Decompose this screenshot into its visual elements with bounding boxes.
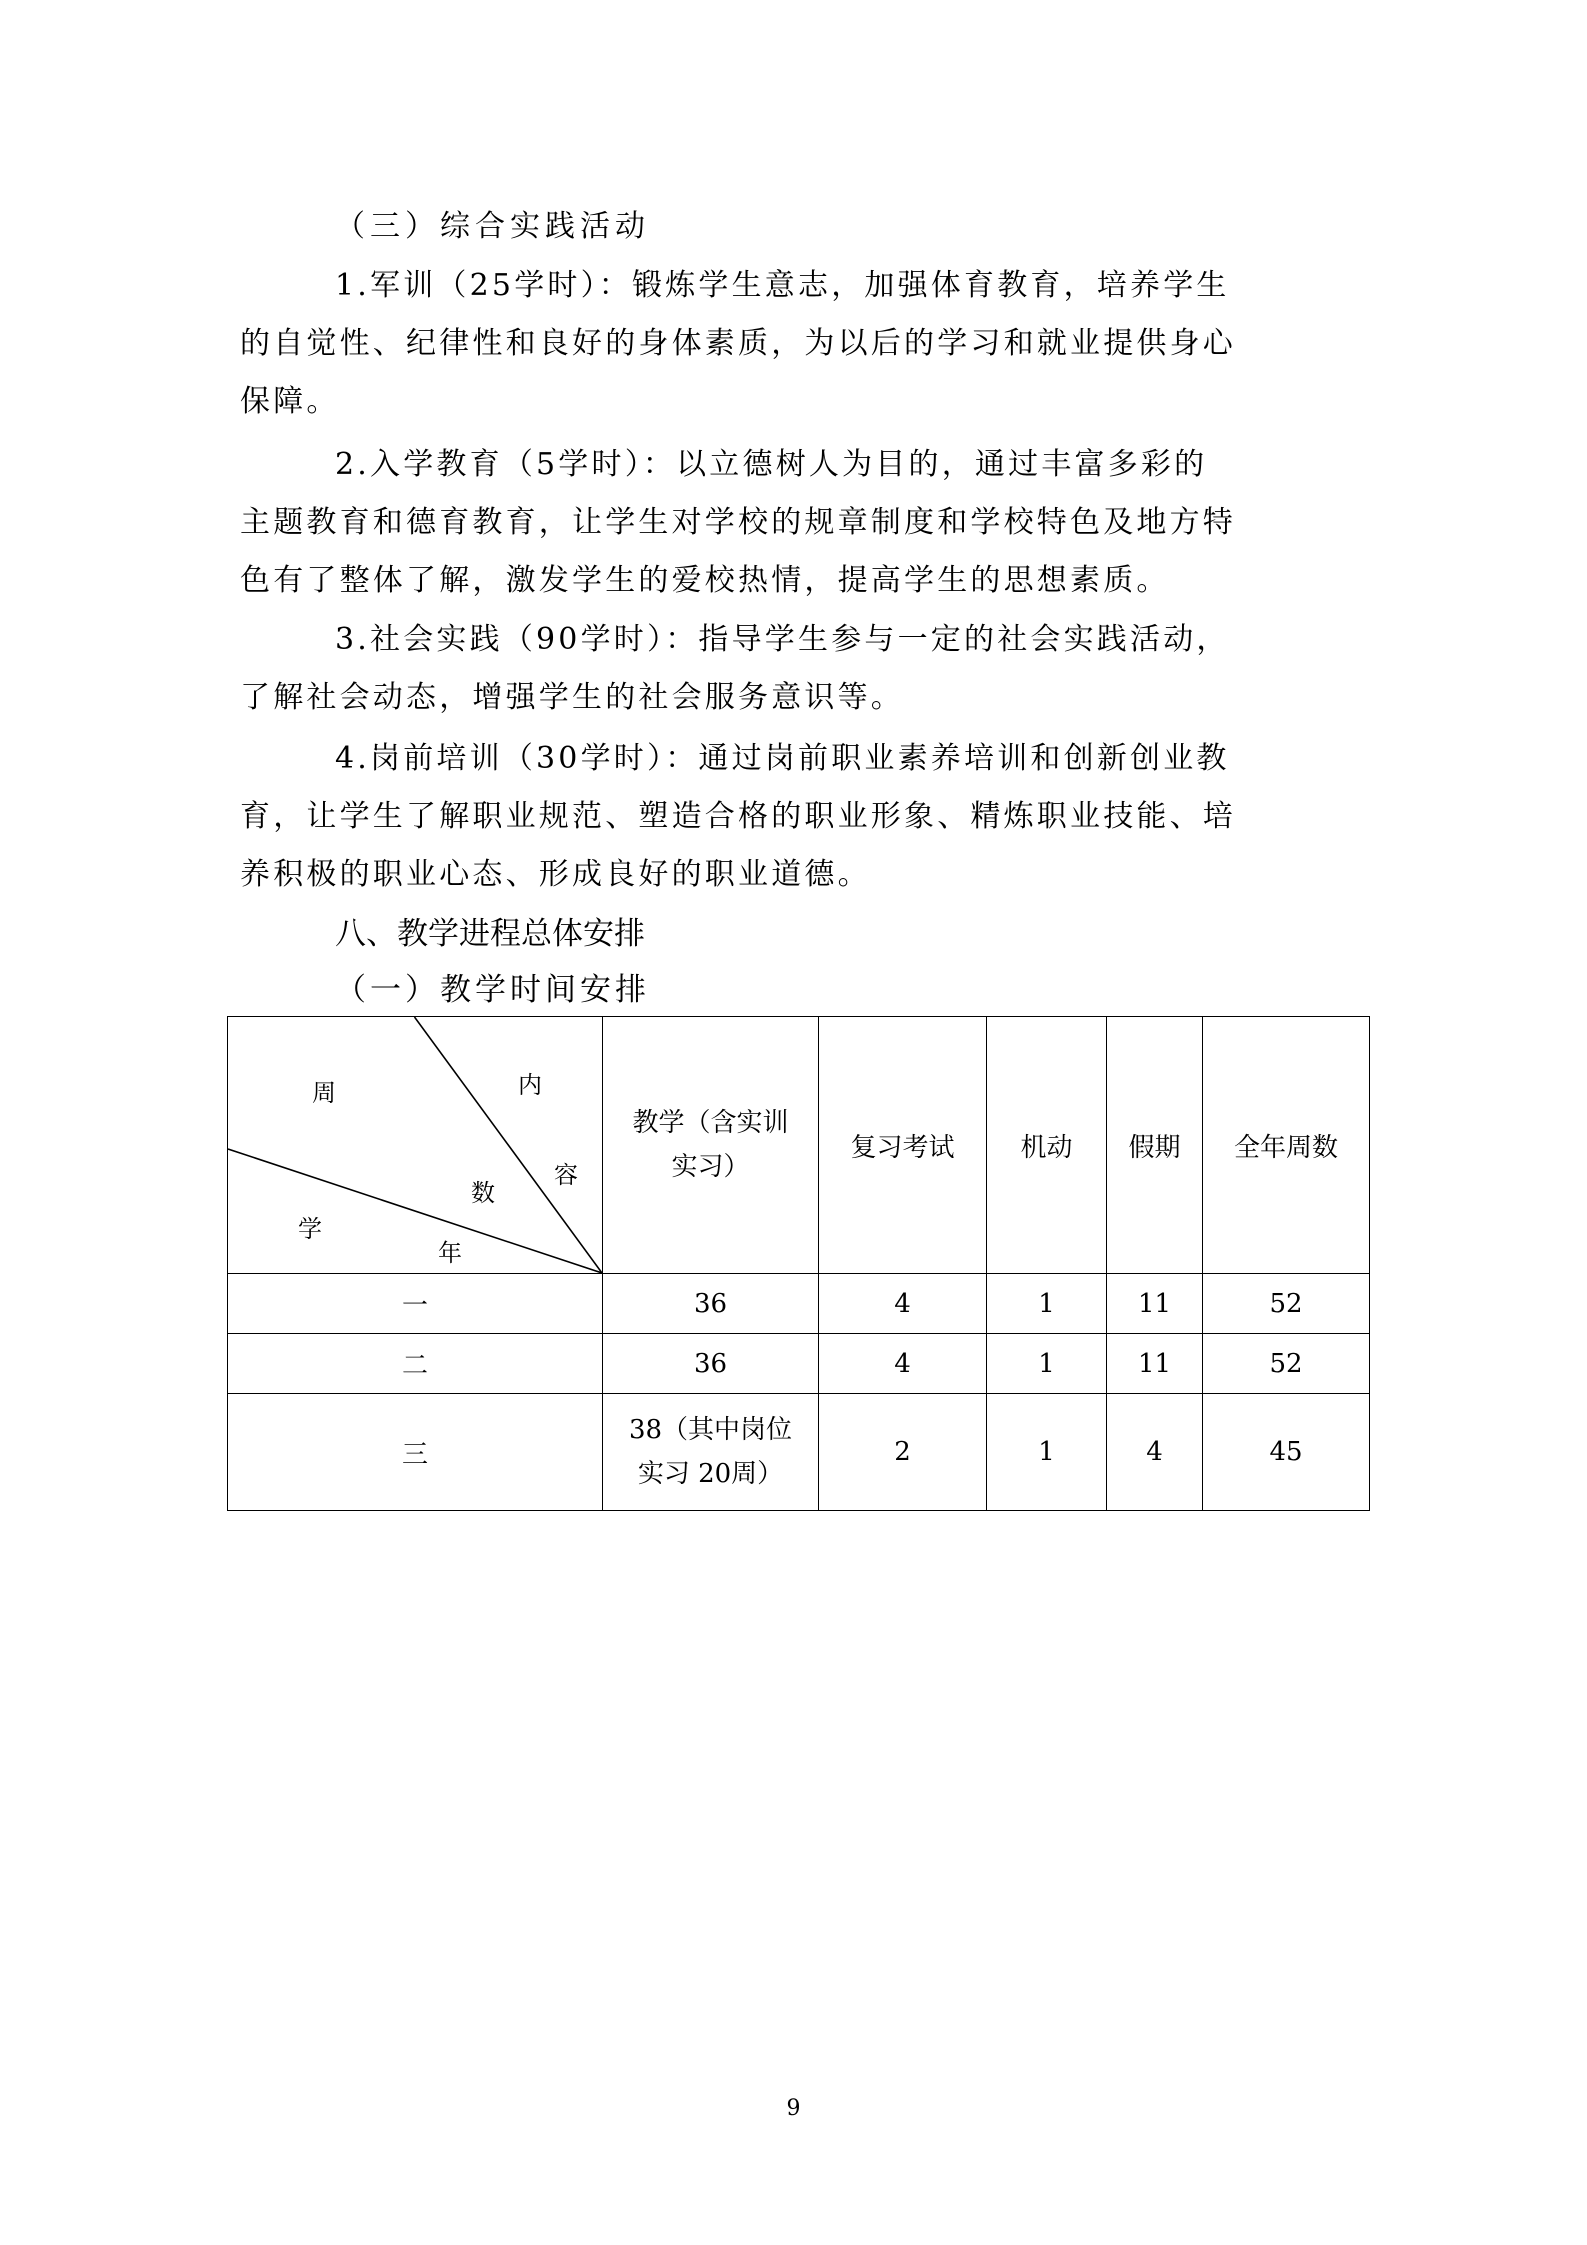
cell-total: 52 [1203, 1274, 1370, 1334]
cell-teaching-line-1: 38（其中岗位 [628, 1415, 793, 1445]
teaching-time-table [227, 1016, 1370, 1511]
table-header-row [228, 1017, 1370, 1274]
section-3-title: （三）综合实践活动 [335, 209, 650, 244]
cell-teaching: 36 [603, 1274, 819, 1334]
cell-holiday: 4 [1107, 1394, 1203, 1511]
header-flexible: 机动 [987, 1017, 1107, 1274]
cell-teaching: 36 [603, 1334, 819, 1394]
cell-flexible: 1 [987, 1334, 1107, 1394]
cell-review: 2 [819, 1394, 987, 1511]
item-3-line-1: 3.社会实践（90学时）：指导学生参与一定的社会实践活动， [335, 622, 1230, 657]
table-row [228, 1394, 1370, 1511]
cell-review: 4 [819, 1334, 987, 1394]
cell-flexible: 1 [987, 1274, 1107, 1334]
page-number: 9 [786, 2096, 801, 2121]
label-nei: 内 [518, 1071, 542, 1099]
cell-total: 52 [1203, 1334, 1370, 1394]
table-row [228, 1274, 1370, 1334]
cell-flexible: 1 [987, 1394, 1107, 1511]
item-2-line-3: 色有了整体了解，激发学生的爱校热情，提高学生的思想素质。 [240, 563, 1170, 598]
diagonal-header-cell [228, 1017, 603, 1274]
cell-holiday: 11 [1107, 1274, 1203, 1334]
diagonal-lines [228, 1017, 602, 1273]
item-1-line-2: 的自觉性、纪律性和良好的身体素质，为以后的学习和就业提供身心 [240, 326, 1236, 361]
cell-year: 一 [228, 1274, 603, 1334]
cell-year: 三 [228, 1394, 603, 1511]
header-holiday: 假期 [1107, 1017, 1203, 1274]
cell-total: 45 [1203, 1394, 1370, 1511]
cell-teaching [603, 1394, 819, 1511]
diagonal-line-lower [228, 1149, 602, 1273]
header-total: 全年周数 [1203, 1017, 1370, 1274]
section-8-subtitle: （一）教学时间安排 [335, 972, 650, 1008]
item-4-line-3: 养积极的职业心态、形成良好的职业道德。 [240, 857, 871, 892]
table-row [228, 1334, 1370, 1394]
cell-review: 4 [819, 1274, 987, 1334]
label-xue: 学 [298, 1215, 322, 1243]
label-rong: 容 [554, 1161, 578, 1189]
item-2-line-1: 2.入学教育（5学时）：以立德树人为目的，通过丰富多彩的 [335, 447, 1208, 482]
cell-holiday: 11 [1107, 1334, 1203, 1394]
item-1-line-3: 保障。 [240, 384, 340, 419]
item-4-line-1: 4.岗前培训（30学时）：通过岗前职业素养培训和创新创业教 [335, 741, 1230, 776]
item-2-line-2: 主题教育和德育教育，让学生对学校的规章制度和学校特色及地方特 [240, 505, 1236, 540]
label-zhou: 周 [312, 1079, 336, 1107]
header-review: 复习考试 [819, 1017, 987, 1274]
header-teaching-line-1: 教学（含实训 [632, 1108, 789, 1138]
cell-year: 二 [228, 1334, 603, 1394]
cell-teaching-line-2: 实习 20周） [637, 1459, 784, 1489]
item-1-line-1: 1.军训（25学时）：锻炼学生意志，加强体育教育，培养学生 [335, 268, 1230, 303]
section-8-title: 八、教学进程总体安排 [335, 916, 645, 952]
item-4-line-2: 育，让学生了解职业规范、塑造合格的职业形象、精炼职业技能、培 [240, 799, 1236, 834]
item-3-line-2: 了解社会动态，增强学生的社会服务意识等。 [240, 680, 904, 715]
header-teaching-line-2: 实习） [671, 1152, 750, 1182]
header-teaching [603, 1017, 819, 1274]
label-shu: 数 [471, 1179, 495, 1207]
label-nian: 年 [438, 1239, 462, 1267]
